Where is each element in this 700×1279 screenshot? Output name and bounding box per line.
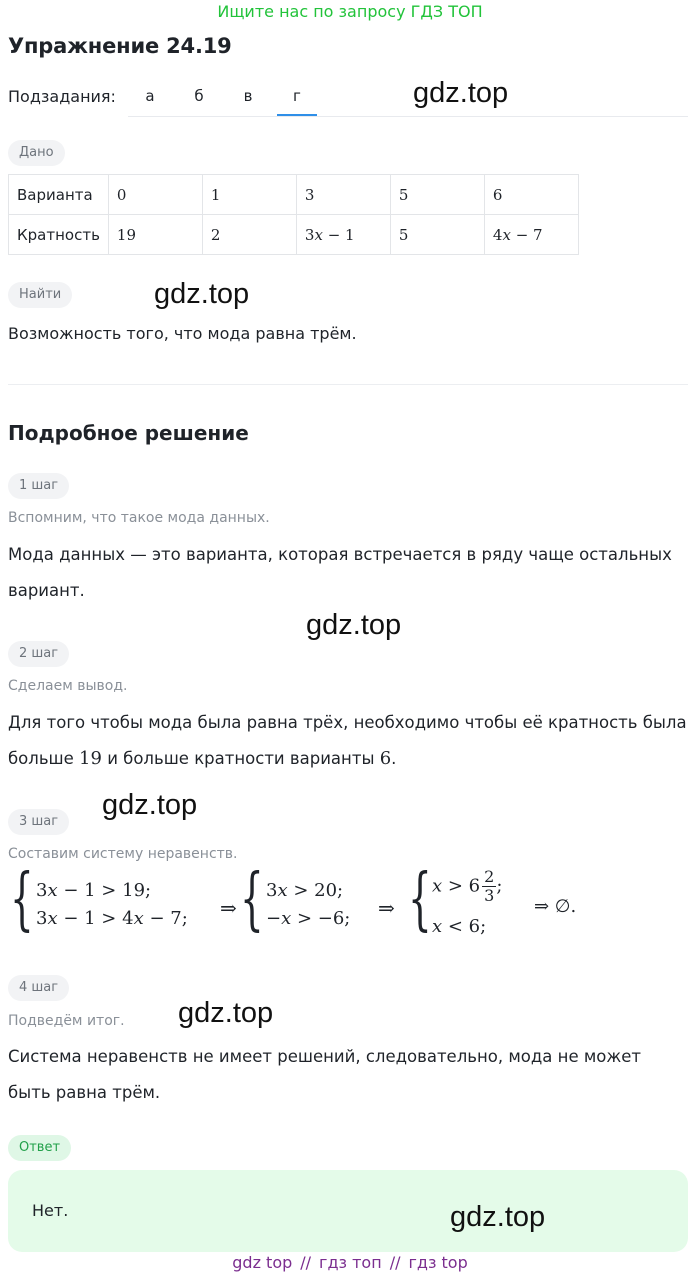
table-cell: 6	[484, 175, 578, 215]
table-row	[9, 175, 579, 215]
brace-icon: {	[408, 860, 432, 939]
fraction	[482, 868, 496, 905]
step-badge: 1 шаг	[8, 473, 69, 499]
tab-v[interactable]: в	[243, 87, 253, 105]
implies-icon: ⇒	[378, 896, 395, 920]
watermark: gdz.top	[413, 77, 509, 109]
answer-text: Нет.	[32, 1201, 69, 1220]
watermark: gdz.top	[154, 278, 250, 310]
system3-line1-prefix: x > 6	[432, 875, 481, 897]
system1-line2: 3x − 1 > 4x − 7;	[36, 908, 188, 929]
footer-separator: //	[389, 1253, 401, 1272]
divider	[8, 384, 688, 385]
answer-box	[8, 1170, 688, 1252]
step-badge: 2 шаг	[8, 641, 69, 667]
brace-icon: {	[240, 860, 264, 939]
given-badge: Дано	[8, 140, 65, 166]
system3-line1-suffix: ;	[496, 875, 503, 897]
system2-line2: −x > −6;	[266, 908, 351, 929]
table-cell: 5	[390, 215, 484, 255]
brace-icon: {	[10, 860, 34, 939]
math-number: 19	[79, 748, 102, 769]
empty-set-result: ⇒ ∅.	[534, 896, 577, 917]
table-cell: 3	[296, 175, 390, 215]
find-text: Возможность того, что мода равна трём.	[8, 324, 357, 343]
math-number: 6	[379, 748, 392, 769]
table-cell: 19	[108, 215, 202, 255]
subtasks-label: Подзадания:	[8, 87, 116, 106]
table-cell: 0	[108, 175, 202, 215]
system3-line1	[432, 868, 502, 905]
tab-a[interactable]: а	[145, 87, 155, 105]
step-text: Система неравенств не имеет решений, следовательно, мода не может быть равна трём.	[8, 1047, 642, 1102]
answer-badge: Ответ	[8, 1135, 71, 1161]
footer-link[interactable]: гдз топ	[319, 1253, 382, 1272]
step-text: Мода данных — это варианта, которая встречается в ряду чаще остальных вариант.	[8, 545, 672, 600]
step-badge: 4 шаг	[8, 975, 69, 1001]
tab-g[interactable]: г	[277, 80, 317, 116]
table-cell: 2	[202, 215, 296, 255]
table-cell: 3x − 1	[296, 215, 390, 255]
search-banner: Ищите нас по запросу ГДЗ ТОП	[217, 2, 483, 21]
step-text-part: и больше кратности варианты	[101, 749, 380, 768]
footer-separator: //	[300, 1253, 312, 1272]
watermark: gdz.top	[306, 609, 402, 641]
subtasks-tabs	[128, 80, 688, 117]
inequality-system	[10, 860, 610, 950]
watermark: gdz.top	[450, 1201, 546, 1233]
page-title: Упражнение 24.19	[8, 34, 232, 58]
watermark: gdz.top	[178, 997, 274, 1029]
table-row	[9, 215, 579, 255]
table-cell: 4x − 7	[484, 215, 578, 255]
system1-line1: 3x − 1 > 19;	[36, 880, 152, 901]
find-badge: Найти	[8, 282, 72, 308]
row-header-variant: Варианта	[9, 175, 109, 215]
footer-link[interactable]: gdz top	[232, 1253, 293, 1272]
watermark: gdz.top	[102, 789, 198, 821]
given-table	[8, 174, 579, 255]
system2-line1: 3x > 20;	[266, 880, 344, 901]
step-subtitle: Вспомним, что такое мода данных.	[8, 510, 270, 526]
step-subtitle: Сделаем вывод.	[8, 678, 128, 694]
tab-b[interactable]: б	[194, 87, 204, 105]
solution-heading: Подробное решение	[8, 421, 249, 445]
step-badge: 3 шаг	[8, 809, 69, 835]
step-subtitle: Подведём итог.	[8, 1013, 125, 1029]
step-text	[8, 705, 688, 777]
step-text-part: .	[391, 749, 397, 768]
step-text-part: Для того чтобы мода была равна трёх, необходимо чтобы её кратность была больше	[8, 713, 687, 768]
step-subtitle: Составим систему неравенств.	[8, 846, 238, 862]
row-header-multiplicity: Кратность	[9, 215, 109, 255]
footer-links	[0, 1253, 700, 1272]
fraction-denominator: 3	[484, 886, 495, 905]
implies-icon: ⇒	[220, 896, 237, 920]
table-cell: 5	[390, 175, 484, 215]
footer-link[interactable]: гдз top	[408, 1253, 468, 1272]
fraction-numerator: 2	[484, 867, 495, 886]
system3-line2: x < 6;	[432, 916, 487, 937]
table-cell: 1	[202, 175, 296, 215]
